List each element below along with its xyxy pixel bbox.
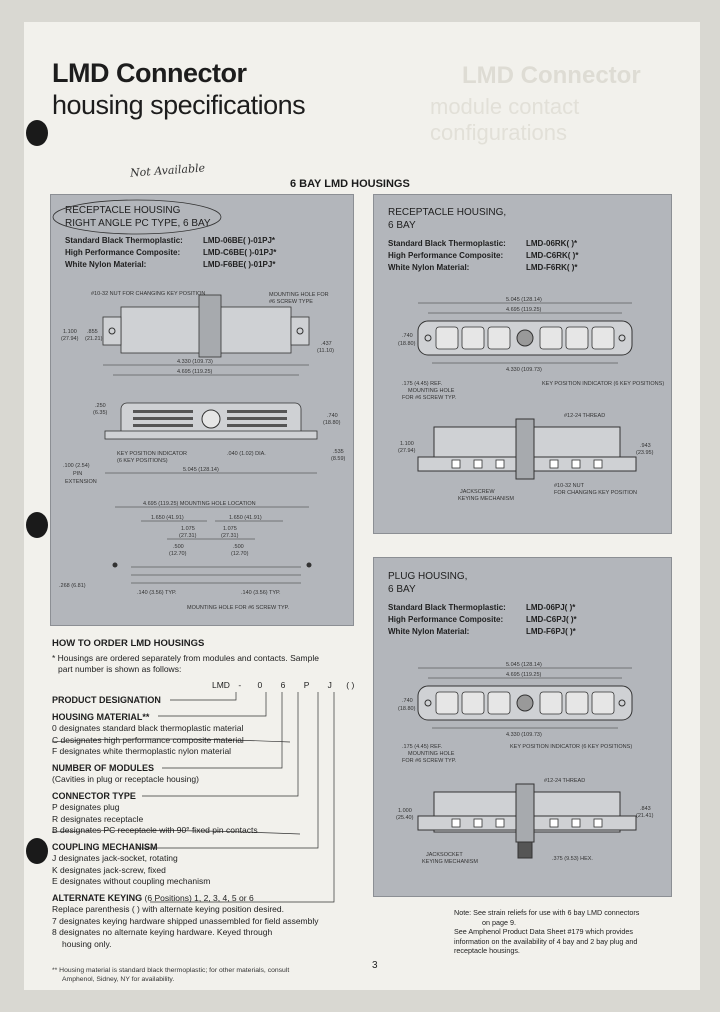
dim-label: (6 KEY POSITIONS) xyxy=(117,458,168,464)
dim-label: .175 (4.45) REF. xyxy=(402,744,443,750)
housing-material: HOUSING MATERIAL** xyxy=(52,711,150,722)
dim-label: (27.94) xyxy=(61,336,79,342)
dim-label: .040 (1.02) DIA. xyxy=(227,451,266,457)
dim-label: 4.695 (119.25) xyxy=(506,672,542,678)
dim-label: .500 xyxy=(233,544,244,550)
dim-label: .437 xyxy=(321,341,332,347)
page-number: 3 xyxy=(372,960,378,971)
dim-label: (21.21) xyxy=(85,336,103,342)
dim-label: 1.100 xyxy=(400,441,414,447)
dim-label: FOR CHANGING KEY POSITION xyxy=(554,490,638,496)
alternate-keying: ALTERNATE KEYING xyxy=(52,892,143,903)
panel-title: RECEPTACLE HOUSING, 6 BAY xyxy=(388,207,507,231)
dim-label: FOR #6 SCREW TYP. xyxy=(402,758,457,764)
connector-type: CONNECTOR TYPE xyxy=(52,790,136,801)
product-designation: PRODUCT DESIGNATION xyxy=(52,695,161,705)
dim-label: .740 xyxy=(402,333,413,339)
dim-label: .855 xyxy=(87,329,98,335)
panel-title: PLUG HOUSING, 6 BAY xyxy=(388,571,468,595)
footnote: ** Housing material is standard black thermoplastic; for other materials, consult Amphenol, Sidney, NY for availability. xyxy=(52,967,290,983)
dim-label: 5.045 (128.14) xyxy=(183,467,219,473)
dim-label: 4.695 (119.25) xyxy=(506,307,542,313)
dim-label: .140 (3.56) TYP. xyxy=(241,590,281,596)
dim-label: (27.94) xyxy=(398,448,416,454)
dim-label: (18.80) xyxy=(323,420,341,426)
binder-hole-top xyxy=(26,120,48,146)
dim-label: .100 (2.54) xyxy=(63,463,90,469)
dim-label: MOUNTING HOLE xyxy=(408,751,455,757)
plug-drawing xyxy=(374,558,671,896)
dim-label: .843 xyxy=(640,806,651,812)
dim-label: .250 xyxy=(95,403,106,409)
binder-hole-bottom xyxy=(26,838,48,864)
dim-label: MOUNTING HOLE FOR #6 SCREW TYP. xyxy=(187,605,290,611)
notes: Note: See strain reliefs for use with 6 bay LMD connectors on page 9. See Amphenol Product Data Sheet #179 which provides information on the availability of 4 bay and 2 bay plug and receptacle housings. xyxy=(454,908,640,955)
dim-label: .943 xyxy=(640,443,651,449)
dim-label: FOR #6 SCREW TYP. xyxy=(402,395,457,401)
order-fields: PRODUCT DESIGNATION HOUSING MATERIAL** 0 designates standard black thermoplastic material C designates high performance composite material F designates white thermoplastic nylon material NUMBER OF MODULES (Cavities in plug or receptacle housing) CONNECTOR TYPE P designates plug R designates receptacle B designates PC receptacle with 90° fixed pin contacts COUPLING MECHANISM J designates jack-socket, rotating K designates jack-screw, fixed E designates without coupling mechanism ALTERNATE KEYING (6 Positions) 1, 2, 3, 4, 5 or 6 Replace parenthesis ( ) with alternate keying position desired. 7 designates keying hardware shipped unassembled for field assembly 8 designates no alternate keying hardware. Keyed through housing only. xyxy=(52,695,319,949)
page-title: LMD Connector xyxy=(52,58,247,88)
panel-receptacle-pc xyxy=(50,194,354,626)
dim-label: (18.80) xyxy=(398,706,416,712)
circled-annotation xyxy=(53,200,221,234)
dim-label: (12.70) xyxy=(231,551,249,557)
dim-label: 1.650 (41.91) xyxy=(151,515,184,521)
dim-label: (18.80) xyxy=(398,341,416,347)
dim-label: #6 SCREW TYPE xyxy=(269,299,313,305)
dim-label: #10-32 NUT FOR CHANGING KEY POSITION xyxy=(91,291,206,297)
dim-label: 1.075 xyxy=(223,526,237,532)
dim-label: JACKSCREW xyxy=(460,489,495,495)
dim-label: KEYING MECHANISM xyxy=(458,496,514,502)
coupling-mechanism: COUPLING MECHANISM xyxy=(52,841,158,852)
dim-label: 4.330 (109.73) xyxy=(506,732,542,738)
dim-label: 5.045 (128.14) xyxy=(506,662,542,668)
dim-label: (27.31) xyxy=(179,533,197,539)
binder-hole-middle xyxy=(26,512,48,538)
dim-label: KEY POSITION INDICATOR (6 KEY POSITIONS) xyxy=(542,381,665,387)
dim-label: (23.95) xyxy=(636,450,654,456)
dim-label: (27.31) xyxy=(221,533,239,539)
dim-label: 4.330 (109.73) xyxy=(177,359,213,365)
dim-label: 4.330 (109.73) xyxy=(506,367,542,373)
dim-label: 1.650 (41.91) xyxy=(229,515,262,521)
dim-label: #12-24 THREAD xyxy=(544,778,586,784)
order-heading: HOW TO ORDER LMD HOUSINGS xyxy=(52,638,205,649)
dim-label: (21.41) xyxy=(636,813,654,819)
spec-list: Standard Black Thermoplastic: LMD-06RK( )* High Performance Composite: LMD-C6RK( )* White Nylon Material: LMD-F6RK( )* xyxy=(388,239,579,272)
panel-title-line2: RIGHT ANGLE PC TYPE, 6 BAY xyxy=(65,218,211,229)
dim-label: (12.70) xyxy=(169,551,187,557)
dim-label: (8.59) xyxy=(331,456,346,462)
dim-label: .375 (9.53) HEX. xyxy=(552,856,593,862)
dim-label: KEY POSITION INDICATOR (6 KEY POSITIONS) xyxy=(510,744,633,750)
order-section xyxy=(52,638,319,676)
dim-label: MOUNTING HOLE xyxy=(408,388,455,394)
dim-label: 4.695 (119.25) MOUNTING HOLE LOCATION xyxy=(143,501,256,507)
dim-label: .740 xyxy=(402,698,413,704)
order-intro: part number is shown as follows: xyxy=(58,664,182,674)
dim-label: KEYING MECHANISM xyxy=(422,859,478,865)
dim-label: KEY POSITION INDICATOR xyxy=(117,451,187,457)
panel-plug xyxy=(373,557,672,897)
dim-label: (6.35) xyxy=(93,410,108,416)
dim-label: .268 (6.81) xyxy=(59,583,86,589)
dim-label: .500 xyxy=(173,544,184,550)
dim-label: EXTENSION xyxy=(65,479,97,485)
page-subtitle: housing specifications xyxy=(52,90,306,120)
spec-list: Standard Black Thermoplastic: LMD-06BE( )-01PJ* High Performance Composite: LMD-C6BE( )-01PJ* White Nylon Material: LMD-F6BE( )-01PJ* xyxy=(65,236,277,269)
section-title: 6 BAY LMD HOUSINGS xyxy=(290,178,410,190)
dim-label: .140 (3.56) TYP. xyxy=(137,590,177,596)
bleed-through-title: LMD Connector xyxy=(462,62,641,89)
order-intro: * Housings are ordered separately from modules and contacts. Sample xyxy=(52,652,319,663)
dim-label: (25.40) xyxy=(396,815,414,821)
receptacle-drawing xyxy=(374,195,671,533)
dim-label: (11.10) xyxy=(317,348,335,354)
bleed-through-subtitle: module contact configurations xyxy=(430,94,580,145)
dim-label: 1.000 xyxy=(398,808,412,814)
dim-label: #12-24 THREAD xyxy=(564,413,606,419)
dim-label: 1.075 xyxy=(181,526,195,532)
spec-list: Standard Black Thermoplastic: LMD-06PJ( )* High Performance Composite: LMD-C6PJ( )* White Nylon Material: LMD-F6PJ( )* xyxy=(388,603,577,636)
dim-label: 4.695 (119.25) xyxy=(177,369,213,375)
dim-label: 1.100 xyxy=(63,329,77,335)
dim-label: JACKSOCKET xyxy=(426,852,463,858)
dim-label: PIN xyxy=(73,471,83,477)
dim-label: #10-32 NUT xyxy=(554,483,584,489)
handwritten-note: Not Available xyxy=(129,161,206,180)
dim-label: 5.045 (128.14) xyxy=(506,297,542,303)
number-of-modules: NUMBER OF MODULES xyxy=(52,762,154,773)
dim-label: .535 xyxy=(333,449,344,455)
dim-label: .175 (4.45) REF. xyxy=(402,381,443,387)
dim-label: MOUNTING HOLE FOR xyxy=(269,292,329,298)
panel-receptacle xyxy=(373,194,672,534)
dim-label: .740 xyxy=(327,413,338,419)
sample-part-number: LMD - 0 6 P J ( ) xyxy=(212,680,355,690)
panel-title-line1: RECEPTACLE HOUSING xyxy=(65,205,181,216)
